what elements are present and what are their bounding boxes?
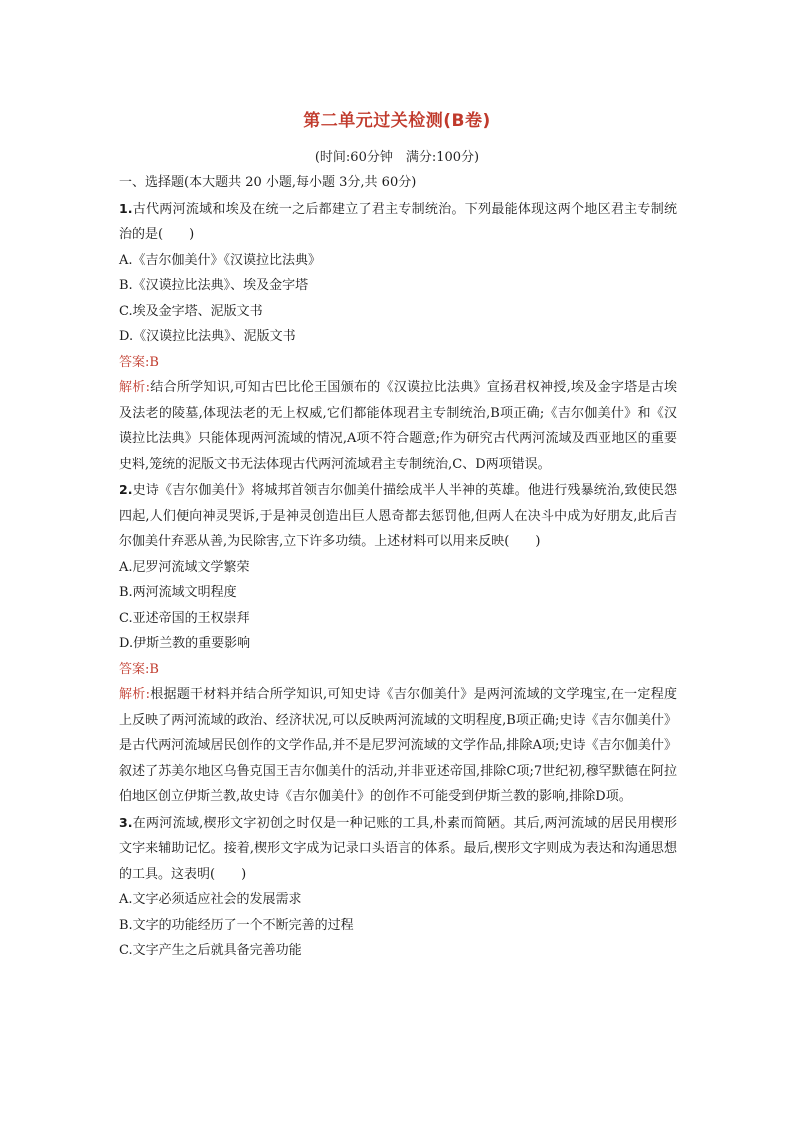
exam-time-score: (时间:60分钟 满分:100分) (314, 150, 480, 165)
option-d: D.《汉谟拉比法典》、泥版文书 (119, 329, 296, 344)
analysis-label: 解析: (119, 687, 150, 702)
question-number: 2. (119, 482, 133, 497)
question-1 (119, 196, 677, 478)
question-number: 3. (119, 814, 133, 830)
analysis-label: 解析: (119, 380, 150, 395)
question-text: 在两河流域,楔形文字初创之时仅是一种记账的工具,朴素而简陋。其后,两河流域的居民用楔形文字来辅助记忆。接着,楔形文字成为记录口头语言的体系。最后,楔形文字则成为表达和沟通思想的工具。这表明( ) (119, 815, 677, 882)
option-a: A.《吉尔伽美什》《汉谟拉比法典》 (119, 252, 322, 268)
exam-content (119, 170, 677, 964)
option-a: A.文字必须适应社会的发展需求 (119, 892, 302, 907)
answer-label: 答案: (119, 661, 150, 677)
answer-value: B (149, 661, 159, 677)
answer-label: 答案: (119, 354, 150, 370)
option-c: C.文字产生之后就具备完善功能 (119, 943, 302, 958)
question-text: 古代两河流域和埃及在统一之后都建立了君主专制统治。下列最能体现这两个地区君主专制统治的是( ) (119, 201, 677, 242)
question-stem (119, 810, 677, 888)
analysis (119, 375, 677, 477)
option-b: B.文字的功能经历了一个不断完善的过程 (119, 917, 354, 933)
section-heading: 一、选择题(本大题共 20 小题,每小题 3分,共 60分) (119, 175, 417, 190)
question-stem (119, 196, 677, 248)
option-a: A.尼罗河流域文学繁荣 (119, 559, 250, 575)
option-d: D.伊斯兰教的重要影响 (119, 636, 251, 651)
question-stem (119, 477, 677, 555)
answer-value: B (149, 354, 159, 370)
option-b: B.两河流域文明程度 (119, 585, 237, 600)
question-number: 1. (119, 200, 133, 216)
option-c: C.亚述帝国的王权崇拜 (119, 610, 250, 626)
analysis-text: 根据题干材料并结合所学知识,可知史诗《吉尔伽美什》是两河流域的文学瑰宝,在一定程度上反映了两河流域的政治、经济状况,可以反映两河流域的文明程度,B项正确;史诗《吉尔伽美什》是古代两河流域居民创作的文学作品,并不是尼罗河流域的文学作品,排除A项;史诗《吉尔伽美什》叙述了苏美尔地区乌鲁克国王吉尔伽美什的活动,并非亚述帝国,排除C项;7世纪初,穆罕默德在阿拉伯地区创立伊斯兰教,故史诗《吉尔伽美什》的创作不可能受到伊斯兰教的影响,排除D项。 (119, 687, 678, 804)
analysis-text: 结合所学知识,可知古巴比伦王国颁布的《汉谟拉比法典》宣扬君权神授,埃及金字塔是古埃及法老的陵墓,体现法老的无上权威,它们都能体现君主专制统治,B项正确;《吉尔伽美什》和《汉谟拉比法典》只能体现两河流域的情况,A项不符合题意;作为研究古代两河流域及西亚地区的重要史料,笼统的泥版文书无法体现古代两河流域君主专制统治,C、D两项错误。 (119, 380, 678, 472)
option-b: B.《汉谟拉比法典》、埃及金字塔 (119, 278, 309, 293)
question-2 (119, 477, 677, 810)
question-text: 史诗《吉尔伽美什》将城邦首领吉尔伽美什描绘成半人半神的英雄。他进行残暴统治,致使民怨四起,人们便向神灵哭诉,于是神灵创造出巨人恩奇都去惩罚他,但两人在决斗中成为好朋友,此后吉尔伽美什弃恶从善,为民除害,立下许多功绩。上述材料可以用来反映( ) (119, 483, 677, 549)
answer (119, 350, 677, 376)
page-title: 第二单元过关检测(B卷) (303, 111, 491, 131)
answer (119, 657, 677, 683)
question-3 (119, 810, 677, 964)
analysis (119, 682, 677, 810)
option-c: C.埃及金字塔、泥版文书 (119, 303, 263, 319)
